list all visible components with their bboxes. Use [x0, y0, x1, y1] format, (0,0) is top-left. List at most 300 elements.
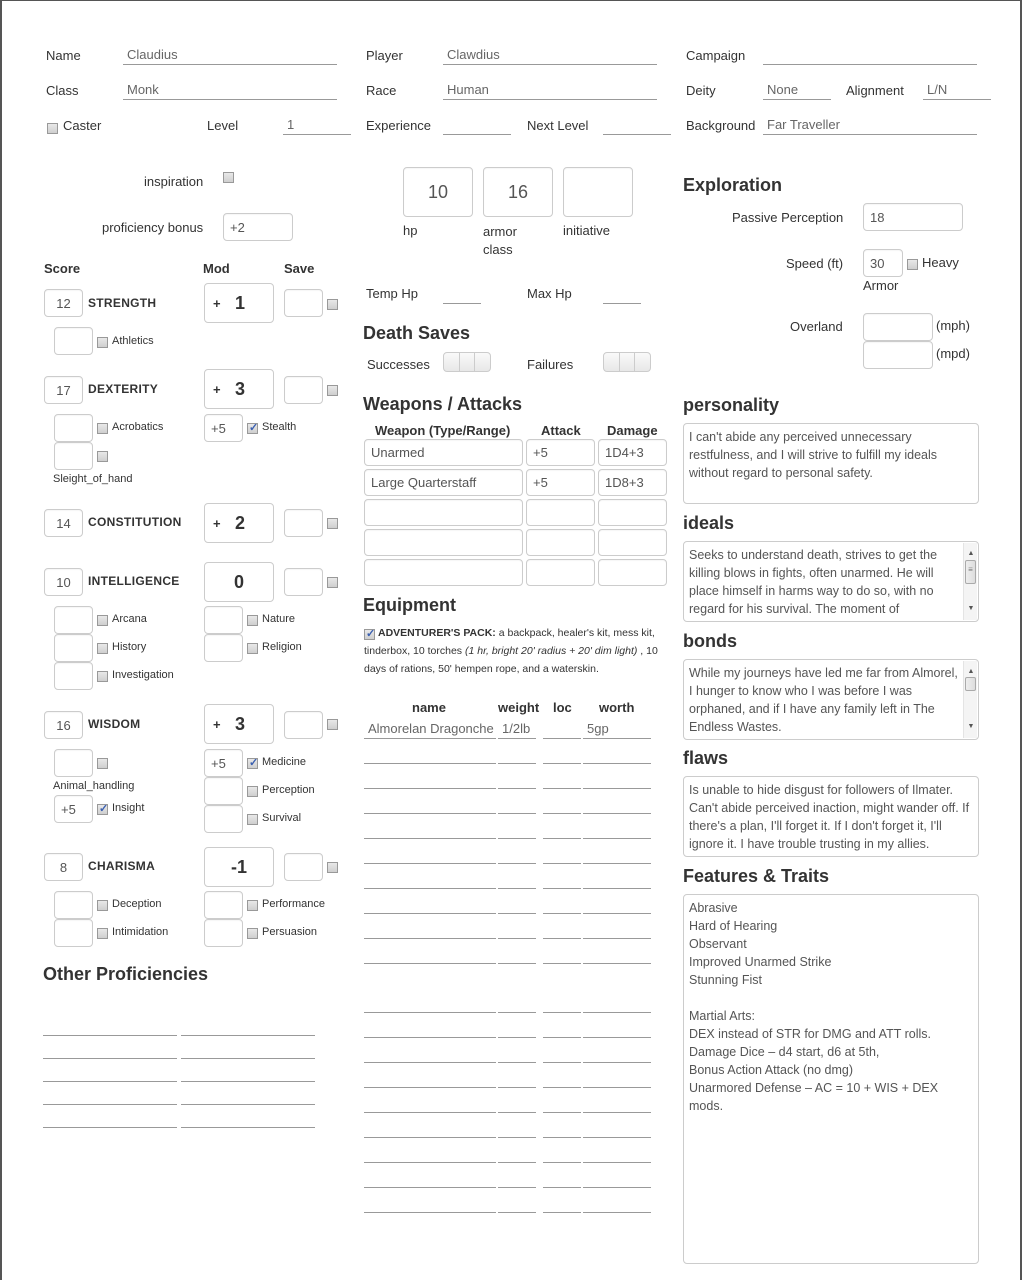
armor-label: Armor: [863, 278, 899, 293]
features-textarea[interactable]: [683, 894, 979, 1264]
weapon-attack-field[interactable]: +5: [526, 439, 595, 466]
equipment-line-field[interactable]: [364, 1062, 496, 1063]
equip-weight-header: weight: [498, 700, 540, 715]
equipment-line-field[interactable]: [583, 1187, 651, 1188]
stealth-checkbox[interactable]: [247, 423, 258, 434]
equipment-line-field[interactable]: [543, 963, 581, 964]
scroll-thumb[interactable]: [965, 677, 976, 691]
intelligence-label: INTELLIGENCE: [88, 574, 180, 588]
player-field[interactable]: Clawdius: [443, 46, 657, 65]
equipment-line-field[interactable]: [583, 1037, 651, 1038]
equipment-line-field[interactable]: [543, 913, 581, 914]
ideals-scrollbar[interactable]: [963, 543, 977, 620]
attack-header: Attack: [541, 423, 581, 438]
equipment-line-field[interactable]: [583, 1212, 651, 1213]
constitution-score[interactable]: 14: [44, 509, 83, 537]
charisma-save-field[interactable]: [284, 853, 323, 881]
wisdom-save-field[interactable]: [284, 711, 323, 739]
weapon-name-field[interactable]: Unarmed: [364, 439, 523, 466]
weapon-name-field[interactable]: [364, 499, 523, 526]
equipment-line-field[interactable]: [583, 1112, 651, 1113]
pack-italic: (1 hr, bright 20' radius + 20' dim light): [464, 645, 638, 657]
feature-line: Bonus Action Attack (no dmg): [689, 1063, 853, 1077]
dexterity-save-field[interactable]: [284, 376, 323, 404]
survival-field[interactable]: [204, 805, 243, 833]
weapon-attack-field[interactable]: [526, 499, 595, 526]
features-title: Features & Traits: [683, 866, 830, 886]
equipment-line-field[interactable]: [498, 888, 536, 889]
equipment-line-field[interactable]: [583, 963, 651, 964]
insight-label: Insight: [112, 802, 145, 814]
equipment-line-field[interactable]: [364, 1087, 496, 1088]
max-hp-field[interactable]: [603, 285, 641, 304]
constitution-mod[interactable]: [204, 503, 274, 543]
score-header: Score: [44, 261, 81, 276]
bonds-text: While my journeys have led me far from Almorel, I hunger to know who I was before I was orphaned, and if I have any family left in The Endless Wastes.: [689, 666, 958, 734]
equipment-line-field[interactable]: [498, 838, 536, 839]
performance-checkbox[interactable]: [247, 900, 258, 911]
level-field[interactable]: 1: [283, 116, 351, 135]
equipment-line-field[interactable]: [543, 1212, 581, 1213]
charisma-score[interactable]: 8: [44, 853, 83, 881]
other-proficiency-field[interactable]: [43, 1058, 177, 1059]
perception-label: Perception: [262, 784, 315, 796]
flaws-title: flaws: [683, 748, 729, 768]
other-proficiencies-title: Other Proficiencies: [43, 964, 209, 984]
campaign-label: Campaign: [686, 48, 746, 63]
equip-item-weight[interactable]: 1/2lb: [498, 720, 536, 739]
ideals-title: ideals: [683, 513, 735, 533]
strength-mod-value: 1: [235, 292, 246, 313]
performance-label: Performance: [262, 898, 325, 910]
next-level-field[interactable]: [603, 116, 671, 135]
equipment-line-field[interactable]: [583, 938, 651, 939]
pack-title: ADVENTURER'S PACK:: [378, 627, 496, 639]
survival-label: Survival: [262, 812, 302, 824]
equipment-line-field[interactable]: [498, 788, 536, 789]
hp-label: hp: [403, 223, 418, 238]
experience-label: Experience: [366, 118, 432, 133]
wisdom-mod-value: 3: [235, 713, 246, 734]
overland-mph-field[interactable]: [863, 313, 933, 341]
intelligence-score[interactable]: 10: [44, 568, 83, 596]
weapon-damage-field[interactable]: [598, 499, 667, 526]
equipment-line-field[interactable]: [583, 1087, 651, 1088]
arcana-field[interactable]: [54, 606, 93, 634]
name-label: Name: [46, 48, 81, 63]
equipment-line-field[interactable]: [583, 763, 651, 764]
failure-3[interactable]: [635, 353, 650, 371]
successes-label: Successes: [367, 357, 430, 372]
intimidation-checkbox[interactable]: [97, 928, 108, 939]
equipment-line-field[interactable]: [498, 863, 536, 864]
deception-label: Deception: [112, 898, 162, 910]
race-field[interactable]: Human: [443, 81, 657, 100]
constitution-label: CONSTITUTION: [88, 515, 182, 529]
exploration-title: Exploration: [683, 175, 783, 195]
armor-class-label: armor class: [483, 224, 517, 257]
intelligence-save-checkbox[interactable]: [327, 577, 338, 588]
temp-hp-field[interactable]: [443, 285, 481, 304]
death-saves-title: Death Saves: [363, 323, 471, 343]
failure-2[interactable]: [620, 353, 636, 371]
stealth-field[interactable]: +5: [204, 414, 243, 442]
sleight-of-hand-label: Sleight_of_hand: [53, 473, 133, 485]
armor-class-field[interactable]: 16: [483, 167, 553, 217]
equipment-line-field[interactable]: [364, 1162, 496, 1163]
feature-line: Observant: [689, 937, 747, 951]
equipment-line-field[interactable]: [543, 838, 581, 839]
equipment-line-field[interactable]: [364, 963, 496, 964]
equipment-line-field[interactable]: [364, 763, 496, 764]
equipment-line-field[interactable]: [364, 913, 496, 914]
intimidation-label: Intimidation: [112, 926, 169, 938]
equipment-line-field[interactable]: [364, 1187, 496, 1188]
nature-checkbox[interactable]: [247, 615, 258, 626]
equipment-line-field[interactable]: [498, 963, 536, 964]
strength-save-field[interactable]: [284, 289, 323, 317]
feature-line: Martial Arts:: [689, 1009, 755, 1023]
proficiency-bonus-field[interactable]: +2: [223, 213, 293, 241]
mod-header: Mod: [203, 261, 230, 276]
history-field[interactable]: [54, 634, 93, 662]
dexterity-save-checkbox[interactable]: [327, 385, 338, 396]
other-proficiency-field[interactable]: [181, 1104, 315, 1105]
failure-1[interactable]: [604, 353, 620, 371]
equipment-line-field[interactable]: [498, 1212, 536, 1213]
sleight-of-hand-field[interactable]: [54, 442, 93, 470]
equipment-line-field[interactable]: [364, 788, 496, 789]
medicine-label: Medicine: [262, 756, 307, 768]
equipment-line-field[interactable]: [583, 863, 651, 864]
heavy-label: Heavy: [922, 255, 959, 270]
other-proficiency-field[interactable]: [43, 1127, 177, 1128]
other-proficiency-field[interactable]: [43, 1081, 177, 1082]
strength-label: STRENGTH: [88, 296, 157, 310]
constitution-save-checkbox[interactable]: [327, 518, 338, 529]
bonds-textarea[interactable]: [683, 659, 979, 740]
bonds-scrollbar[interactable]: [963, 661, 977, 738]
weapon-damage-field[interactable]: [598, 529, 667, 556]
next-level-label: Next Level: [527, 118, 589, 133]
equipment-line-field[interactable]: [583, 1012, 651, 1013]
caster-label: Caster: [63, 118, 102, 133]
death-save-failures[interactable]: [603, 352, 651, 372]
religion-label: Religion: [262, 641, 302, 653]
equipment-line-field[interactable]: [364, 938, 496, 939]
equipment-line-field[interactable]: [543, 863, 581, 864]
acrobatics-field[interactable]: [54, 414, 93, 442]
equipment-line-field[interactable]: [498, 1012, 536, 1013]
equipment-line-field[interactable]: [543, 1162, 581, 1163]
other-proficiency-field[interactable]: [43, 1035, 177, 1036]
equip-item-name[interactable]: Almorelan Dragonche: [364, 720, 496, 739]
scroll-up-icon[interactable]: ▲: [967, 668, 975, 675]
constitution-mod-sign: +: [213, 515, 221, 531]
performance-field[interactable]: [204, 891, 243, 919]
feature-line: Stunning Fist: [689, 973, 762, 987]
equipment-line-field[interactable]: [583, 788, 651, 789]
perception-field[interactable]: [204, 777, 243, 805]
medicine-checkbox[interactable]: [247, 758, 258, 769]
investigation-label: Investigation: [112, 669, 174, 681]
athletics-field[interactable]: [54, 327, 93, 355]
acrobatics-checkbox[interactable]: [97, 423, 108, 434]
intelligence-save-field[interactable]: [284, 568, 323, 596]
religion-checkbox[interactable]: [247, 643, 258, 654]
intelligence-mod-value: 0: [233, 571, 244, 592]
feature-line: Unarmored Defense – AC = 10 + WIS + DEX mods.: [689, 1081, 939, 1113]
strength-score[interactable]: 12: [44, 289, 83, 317]
experience-field[interactable]: [443, 116, 511, 135]
equipment-line-field[interactable]: [364, 1037, 496, 1038]
medicine-field[interactable]: +5: [204, 749, 243, 777]
other-proficiency-field[interactable]: [181, 1035, 315, 1036]
equipment-line-field[interactable]: [364, 838, 496, 839]
investigation-checkbox[interactable]: [97, 671, 108, 682]
equipment-line-field[interactable]: [543, 1112, 581, 1113]
mph-label: (mph): [936, 318, 970, 333]
investigation-field[interactable]: [54, 662, 93, 690]
equipment-line-field[interactable]: [498, 1062, 536, 1063]
equipment-line-field[interactable]: [498, 1087, 536, 1088]
equipment-line-field[interactable]: [543, 1087, 581, 1088]
acrobatics-label: Acrobatics: [112, 421, 164, 433]
stealth-label: Stealth: [262, 421, 297, 433]
equipment-line-field[interactable]: [543, 888, 581, 889]
background-field[interactable]: Far Traveller: [763, 116, 977, 135]
religion-field[interactable]: [204, 634, 243, 662]
equipment-line-field[interactable]: [498, 938, 536, 939]
equipment-line-field[interactable]: [583, 913, 651, 914]
dexterity-mod[interactable]: [204, 369, 274, 409]
perception-checkbox[interactable]: [247, 786, 258, 797]
adventurers-pack-description: [364, 624, 660, 678]
caster-checkbox[interactable]: [47, 123, 58, 134]
equipment-line-field[interactable]: [583, 1062, 651, 1063]
dexterity-mod-sign: +: [213, 381, 221, 397]
equipment-line-field[interactable]: [364, 863, 496, 864]
heavy-armor-checkbox[interactable]: [907, 259, 918, 270]
equipment-line-field[interactable]: [498, 1187, 536, 1188]
equipment-line-field[interactable]: [364, 1112, 496, 1113]
equipment-line-field[interactable]: [543, 1062, 581, 1063]
pack-text-2: , 10 days of rations, 50' hempen rope, and a waterskin.: [364, 645, 658, 675]
athletics-checkbox[interactable]: [97, 337, 108, 348]
class-field[interactable]: Monk: [123, 81, 337, 100]
initiative-field[interactable]: [563, 167, 633, 217]
weapons-title: Weapons / Attacks: [363, 394, 523, 414]
survival-checkbox[interactable]: [247, 814, 258, 825]
class-label: Class: [46, 83, 79, 98]
weapon-attack-field[interactable]: [526, 529, 595, 556]
equipment-line-field[interactable]: [543, 813, 581, 814]
animal-handling-label: Animal_handling: [53, 780, 135, 792]
flaws-textarea[interactable]: Is unable to hide disgust for followers of Ilmater. Can't abide perceived inaction, might wander off. If there's a plan, I'll forget it. If I don't forget it, I'll ignore it. I have trouble trusting in my allies.: [683, 776, 979, 857]
weapon-header: Weapon (Type/Range): [375, 423, 511, 438]
equipment-line-field[interactable]: [543, 1037, 581, 1038]
equipment-line-field[interactable]: [543, 788, 581, 789]
personality-textarea[interactable]: I can't abide any perceived unnecessary restfulness, and I will strive to fulfill my ideals without regard to personal safety.: [683, 423, 979, 504]
animal-handling-checkbox[interactable]: [97, 758, 108, 769]
weapon-damage-field[interactable]: 1D8+3: [598, 469, 667, 496]
weapon-name-field[interactable]: Large Quarterstaff: [364, 469, 523, 496]
equipment-line-field[interactable]: [543, 1012, 581, 1013]
weapon-name-field[interactable]: [364, 559, 523, 586]
equipment-line-field[interactable]: [583, 1137, 651, 1138]
feature-line: DEX instead of STR for DMG and ATT rolls.: [689, 1027, 931, 1041]
equipment-line-field[interactable]: [543, 1137, 581, 1138]
equipment-line-field[interactable]: [364, 888, 496, 889]
equipment-title: Equipment: [363, 595, 456, 615]
level-label: Level: [207, 118, 239, 133]
equipment-line-field[interactable]: [498, 1162, 536, 1163]
history-checkbox[interactable]: [97, 643, 108, 654]
arcana-checkbox[interactable]: [97, 615, 108, 626]
equipment-line-field[interactable]: [364, 1012, 496, 1013]
equipment-line-field[interactable]: [364, 813, 496, 814]
charisma-label: CHARISMA: [88, 859, 156, 873]
passive-perception-field[interactable]: 18: [863, 203, 963, 231]
equipment-line-field[interactable]: [583, 838, 651, 839]
equip-name-header: name: [412, 700, 446, 715]
persuasion-label: Persuasion: [262, 926, 318, 938]
ideals-text: Seeks to understand death, strives to get the killing blows in fights, often unarmed. He will place himself in harms way to do so, with no regard for his survival. The moment of: [689, 548, 938, 616]
hp-field[interactable]: 10: [403, 167, 473, 217]
feature-line: Damage Dice – d4 start, d6 at 5th,: [689, 1045, 880, 1059]
success-3[interactable]: [475, 353, 490, 371]
wisdom-label: WISDOM: [88, 717, 141, 731]
wisdom-score[interactable]: 16: [44, 711, 83, 739]
charisma-save-checkbox[interactable]: [327, 862, 338, 873]
persuasion-checkbox[interactable]: [247, 928, 258, 939]
success-1[interactable]: [444, 353, 460, 371]
equipment-line-field[interactable]: [498, 1137, 536, 1138]
deity-label: Deity: [686, 83, 716, 98]
equipment-line-field[interactable]: [498, 813, 536, 814]
scroll-thumb[interactable]: ≡: [965, 560, 976, 584]
scroll-down-icon[interactable]: ▼: [967, 605, 975, 612]
scroll-down-icon[interactable]: ▼: [967, 723, 975, 730]
persuasion-field[interactable]: [204, 919, 243, 947]
other-proficiency-field[interactable]: [181, 1081, 315, 1082]
equipment-line-field[interactable]: [364, 1137, 496, 1138]
inspiration-label: inspiration: [144, 174, 204, 189]
equipment-line-field[interactable]: [543, 938, 581, 939]
equipment-line-field[interactable]: [498, 1112, 536, 1113]
sleight-of-hand-checkbox[interactable]: [97, 451, 108, 462]
wisdom-mod[interactable]: [204, 704, 274, 744]
equipment-line-field[interactable]: [583, 1162, 651, 1163]
arcana-label: Arcana: [112, 613, 147, 625]
equip-worth-header: worth: [599, 700, 635, 715]
equipment-line-field[interactable]: [498, 1037, 536, 1038]
death-save-successes[interactable]: [443, 352, 491, 372]
player-label: Player: [366, 48, 403, 63]
equip-item-loc[interactable]: [543, 720, 581, 739]
speed-label: Speed (ft): [786, 256, 844, 271]
intimidation-field[interactable]: [54, 919, 93, 947]
personality-title: personality: [683, 395, 780, 415]
weapon-attack-field[interactable]: +5: [526, 469, 595, 496]
dexterity-label: DEXTERITY: [88, 382, 159, 396]
inspiration-checkbox[interactable]: [223, 172, 234, 183]
equipment-line-field[interactable]: [543, 763, 581, 764]
deception-field[interactable]: [54, 891, 93, 919]
equipment-line-field[interactable]: [498, 913, 536, 914]
animal-handling-field[interactable]: [54, 749, 93, 777]
equipment-line-field[interactable]: [583, 813, 651, 814]
speed-field[interactable]: 30: [863, 249, 903, 277]
insight-field[interactable]: +5: [54, 795, 93, 823]
strength-mod[interactable]: [204, 283, 274, 323]
strength-save-checkbox[interactable]: [327, 299, 338, 310]
feature-line: [689, 989, 973, 1007]
deity-field[interactable]: None: [763, 81, 831, 100]
weapon-attack-field[interactable]: [526, 559, 595, 586]
passive-perception-label: Passive Perception: [732, 210, 844, 225]
wisdom-mod-sign: +: [213, 716, 221, 732]
charisma-mod[interactable]: [204, 847, 274, 887]
failures-label: Failures: [527, 357, 574, 372]
constitution-save-field[interactable]: [284, 509, 323, 537]
overland-mpd-field[interactable]: [863, 341, 933, 369]
strength-mod-sign: +: [213, 295, 221, 311]
nature-field[interactable]: [204, 606, 243, 634]
ideals-textarea[interactable]: [683, 541, 979, 622]
save-header: Save: [284, 261, 315, 276]
feature-line: Hard of Hearing: [689, 919, 778, 933]
campaign-field[interactable]: [763, 46, 977, 65]
nature-label: Nature: [262, 613, 296, 625]
intelligence-mod[interactable]: [204, 562, 274, 602]
other-proficiency-field[interactable]: [43, 1104, 177, 1105]
weapon-name-field[interactable]: [364, 529, 523, 556]
athletics-label: Athletics: [112, 335, 154, 347]
race-label: Race: [366, 83, 397, 98]
weapon-damage-field[interactable]: 1D4+3: [598, 439, 667, 466]
other-proficiency-field[interactable]: [181, 1127, 315, 1128]
alignment-label: Alignment: [846, 83, 904, 98]
equip-loc-header: loc: [553, 700, 572, 715]
feature-line: Abrasive: [689, 901, 738, 915]
success-2[interactable]: [460, 353, 476, 371]
deception-checkbox[interactable]: [97, 900, 108, 911]
alignment-field[interactable]: L/N: [923, 81, 991, 100]
overland-label: Overland: [790, 319, 843, 334]
equipment-line-field[interactable]: [583, 888, 651, 889]
pack-text-1: a backpack, healer's kit, mess kit, tinderbox, 10 torches: [364, 627, 655, 657]
scroll-up-icon[interactable]: ▲: [967, 550, 975, 557]
equipment-line-field[interactable]: [543, 1187, 581, 1188]
equipment-line-field[interactable]: [364, 1212, 496, 1213]
wisdom-save-checkbox[interactable]: [327, 719, 338, 730]
other-proficiency-field[interactable]: [181, 1058, 315, 1059]
equip-item-worth[interactable]: 5gp: [583, 720, 651, 739]
name-field[interactable]: Claudius: [123, 46, 337, 65]
feature-line: Improved Unarmed Strike: [689, 955, 832, 969]
background-label: Background: [686, 118, 756, 133]
temp-hp-label: Temp Hp: [366, 286, 419, 301]
equipment-line-field[interactable]: [498, 763, 536, 764]
insight-checkbox[interactable]: [97, 804, 108, 815]
history-label: History: [112, 641, 147, 653]
weapon-damage-field[interactable]: [598, 559, 667, 586]
dexterity-mod-value: 3: [235, 378, 246, 399]
proficiency-bonus-label: proficiency bonus: [102, 220, 204, 235]
dexterity-score[interactable]: 17: [44, 376, 83, 404]
initiative-label: initiative: [563, 223, 610, 238]
